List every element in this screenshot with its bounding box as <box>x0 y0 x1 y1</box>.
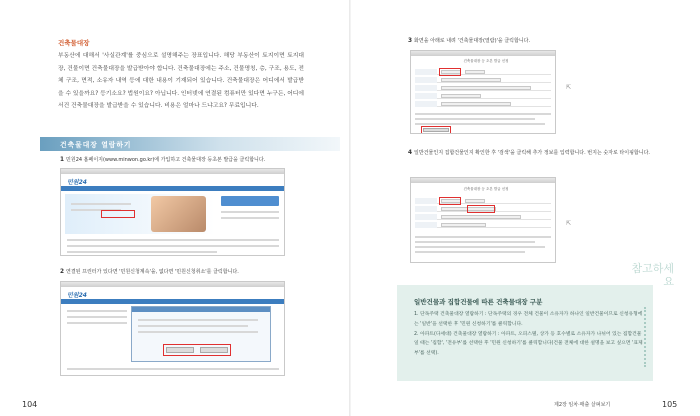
step-3-text: 화면을 아래로 내려 '건축물대장(열람)'을 클릭합니다. <box>414 38 531 44</box>
screenshot-register-form <box>410 50 556 134</box>
site-nav <box>61 186 284 191</box>
step-2 <box>60 268 239 275</box>
site-logo: 민원24 <box>67 292 87 299</box>
highlight-register-view <box>421 126 451 134</box>
step-2-number: 2 <box>60 269 65 275</box>
highlight-search <box>467 205 495 213</box>
screenshot-printer-dialog <box>60 281 285 376</box>
step-1-number: 1 <box>60 157 65 163</box>
page-number-right: 105 <box>662 400 678 409</box>
browser-chrome <box>61 282 284 287</box>
highlight-type <box>439 68 461 76</box>
note-item-2: 2. 아파트(다세대) 건축물대장 열람하기 : 아파트, 오피스텔, 상가 등 호수별로 소유자가 나뉘어 있는 집합건물일 때는 '집합', '전유부'를 선택한 후 '민원 신청하기'를 클릭합니다(건물 전체에 대한 설명을 보고 싶으면 '표제부'를 선택). <box>414 331 643 357</box>
step-1-text: 민원24 홈페이지(www.minwon.go.kr)에 가입하고 건축물대장 등초본 발급을 클릭합니다. <box>66 157 266 163</box>
login-panel <box>221 196 279 206</box>
step-4-number: 4 <box>408 150 413 156</box>
step-3 <box>408 37 530 44</box>
reference-tag: 참고하세요 <box>631 262 674 288</box>
step-4 <box>408 148 678 158</box>
browser-chrome <box>61 169 284 174</box>
highlight-dialog-buttons <box>163 344 231 356</box>
form-title: 건축물대장 등 초본 발급 신청 <box>463 187 509 191</box>
body-paragraph: 부동산에 대해서 '사실관계'를 중심으로 설명해주는 장표입니다. 해당 부동산이 토지이면 토지대장, 건물이면 건축물대장을 발급받아야 합니다. 건축물대장에는 주소, 건물명칭, 층, 구조, 용도, 전체 구조, 면적, 소유자 내역 등에 대한 내용이 기재되어 있습니다. 건축물대장은 어디에서 발급받을 수 있을까요? 등기소요? 법원이요? 아닙니다. 인터넷에 연결된 컴퓨터만 있다면 누구든, 어디에서건 건축물대장을 발급받을 수 있습니다. 비용은 얼마나 드냐고요? 무료입니다. <box>58 53 304 110</box>
section-bar-title: 건축물대장 열람하기 <box>60 141 132 149</box>
chapter-footer: 제2장 임차·매출 살펴보기 <box>554 402 611 408</box>
step-1 <box>60 156 265 163</box>
site-nav <box>61 299 284 304</box>
printer-dialog <box>131 306 271 362</box>
banner-people-image <box>151 196 206 232</box>
step-3-number: 3 <box>408 38 413 44</box>
step-4-text: 일반건물인지 집합건물인지 확인한 후 '검색'을 클릭해 추가 정보를 입력합니다. 번지는 숫자로 타이핑합니다. <box>414 150 650 156</box>
dotted-divider <box>644 307 647 367</box>
form-title: 건축물대장 등 초본 발급 신청 <box>463 59 509 63</box>
screenshot-minwon-home <box>60 168 285 256</box>
note-box <box>397 285 653 381</box>
step-2-text: 연결된 프린터가 있다면 '민원신청계속'을, 없다면 '민원신청취소'를 클릭합니다. <box>66 269 239 275</box>
note-body <box>414 310 646 359</box>
section-bar <box>40 137 340 151</box>
mouse-cursor-icon: ⇱ <box>566 84 572 91</box>
highlight-type <box>439 197 461 205</box>
page-number-left: 104 <box>22 400 38 409</box>
note-title: 일반건물과 집합건물에 따른 건축물대장 구분 <box>414 298 543 306</box>
note-item-1: 1. 단독주택 건축물대장 열람하기 : 단독주택의 경우 전체 건물이 소유자가 하나인 일반건물이므로 신청유형에는 '일반'을 선택한 후 '민원 신청하기'를 클릭합니다. <box>414 312 643 327</box>
section-title: 건축물대장 <box>58 39 90 47</box>
mouse-cursor-icon: ⇱ <box>566 220 572 227</box>
site-logo: 민원24 <box>67 179 87 186</box>
highlight-building-register <box>101 210 135 218</box>
screenshot-search-form <box>410 177 556 263</box>
